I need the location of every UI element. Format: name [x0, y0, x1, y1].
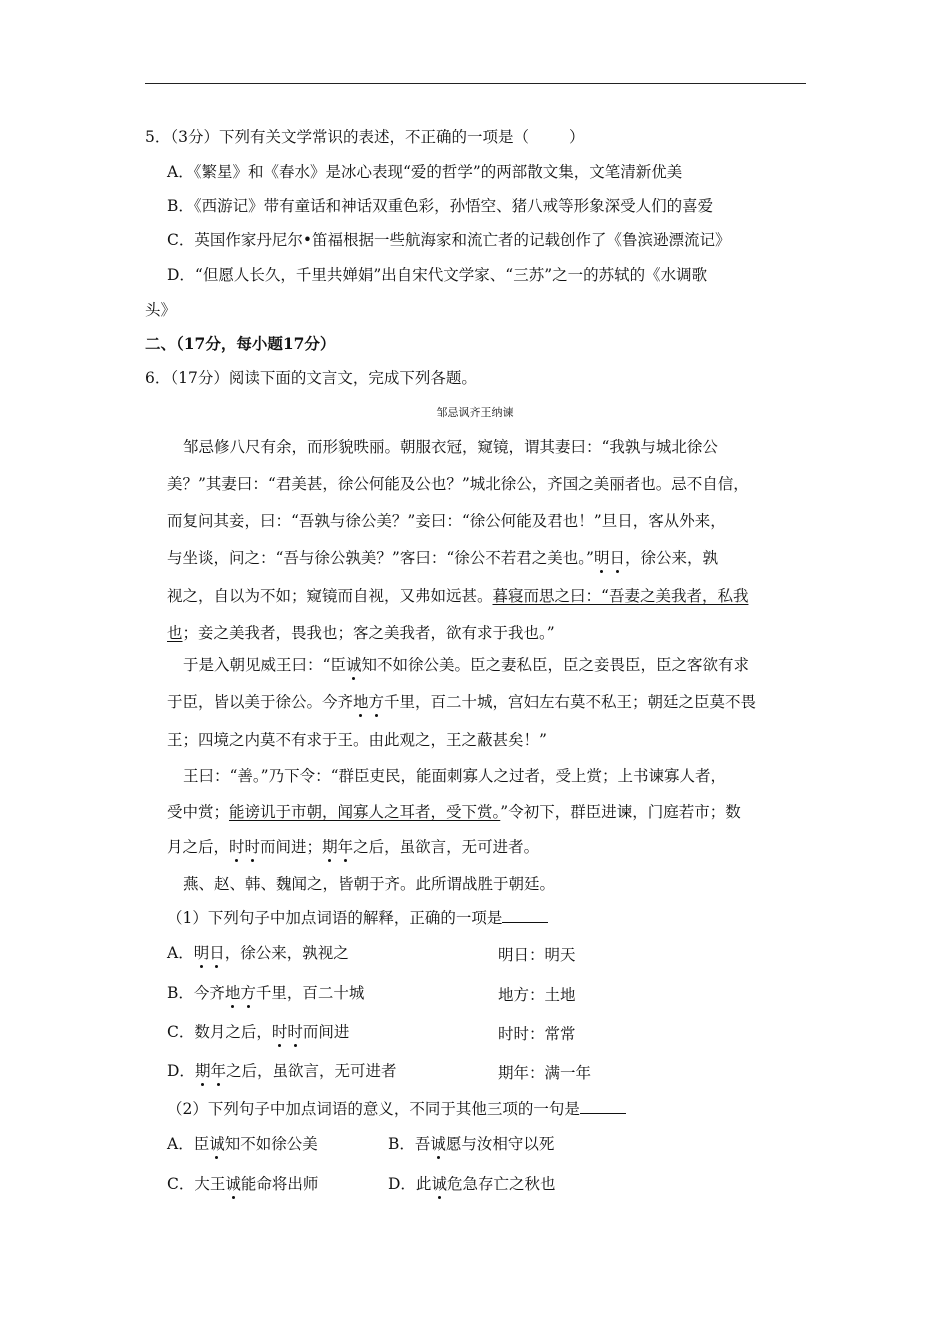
- passage-line: 与坐谈，问之：“吾与徐公孰美？”客曰：“徐公不若君之美也。”明日，徐公来，孰: [167, 549, 718, 567]
- dotted-char: 诚: [431, 1175, 447, 1193]
- sub1-stem: （1）下列句子中加点词语的解释，正确的一项是: [167, 907, 548, 929]
- underlined-sentence: 能谤讥于市朝，闻寡人之耳者，受下赏。: [229, 803, 501, 821]
- sub1-option-d: D．期年之后，虽欲言，无可进者: [167, 1062, 397, 1080]
- dotted-char: 诚: [209, 1135, 225, 1153]
- sub1-option-b: B．今齐地方千里，百二十城: [167, 984, 365, 1002]
- underlined-sentence: 暮寝而思之曰：“吾妻之美我者，私我: [492, 587, 749, 605]
- dotted-char: 时: [244, 838, 261, 856]
- dotted-char: 地: [224, 984, 241, 1002]
- passage-line: 于是入朝见威王曰：“臣诚知不如徐公美。臣之妻私臣，臣之妾畏臣，臣之客欲有求: [183, 656, 749, 674]
- dotted-char: 明: [193, 944, 210, 962]
- answer-blank[interactable]: [580, 1099, 626, 1114]
- dotted-char: 诚: [345, 656, 362, 674]
- q5-stem: 5．（3分）下列有关文学常识的表述，不正确的一项是（ ）: [145, 128, 585, 146]
- sub1-gloss-b: 地方：土地: [498, 986, 576, 1004]
- sub1-gloss-c: 时时：常常: [498, 1025, 576, 1043]
- q5-option-c: C．英国作家丹尼尔•笛福根据一些航海家和流亡者的记载创作了《鲁滨逊漂流记》: [167, 231, 731, 249]
- dotted-char: 时: [271, 1023, 288, 1041]
- q5-option-a: A．《繁星》和《春水》是冰心表现“爱的哲学”的两部散文集，文笔清新优美: [167, 163, 683, 181]
- passage-line: 王曰：“善。”乃下令：“群臣吏民，能面刺寡人之过者，受上赏；上书谏寡人者，: [183, 767, 727, 785]
- dotted-char: 期: [194, 1062, 211, 1080]
- section-heading: 二、（17分，每小题17分）: [145, 334, 336, 353]
- sub2-option-c: C．大王诚能命将出师: [167, 1175, 319, 1193]
- dotted-char: 方: [240, 984, 256, 1002]
- passage-line: 美？”其妻曰：“君美甚，徐公何能及公也？”城北徐公，齐国之美丽者也。忌不自信，: [167, 475, 749, 493]
- header-rule: [145, 83, 806, 84]
- passage-title: 邹忌讽齐王纳谏: [436, 406, 514, 419]
- passage-line: 也；妾之美我者，畏我也；客之美我者，欲有求于我也。”: [167, 624, 555, 642]
- passage-line: 而复问其妾，曰：“吾孰与徐公美？”妾曰：“徐公何能及君也！”旦日，客从外来，: [167, 512, 726, 530]
- dotted-char: 诚: [225, 1175, 241, 1193]
- sub1-gloss-d: 期年：满一年: [498, 1064, 592, 1082]
- dotted-char: 年: [210, 1062, 226, 1080]
- sub2-option-d: D．此诚危急存亡之秋也: [388, 1175, 556, 1193]
- dotted-char: 地: [353, 693, 369, 711]
- passage-line: 于臣，皆以美于徐公。今齐地方千里，百二十城，宫妇左右莫不私王；朝廷之臣莫不畏: [167, 693, 757, 711]
- q5-option-d: D．“但愿人长久，千里共婵娟”出自宋代文学家、“三苏”之一的苏轼的《水调歌: [167, 266, 708, 284]
- sub2-option-b: B．吾诚愿与汝相守以死: [388, 1135, 555, 1153]
- sub1-option-a: A．明日，徐公来，孰视之: [167, 944, 349, 962]
- q5-option-d-cont: 头》: [145, 301, 177, 319]
- q5-option-b: B．《西游记》带有童话和神话双重色彩，孙悟空、猪八戒等形象深受人们的喜爱: [167, 197, 714, 215]
- passage-line: 受中赏；能谤讥于市朝，闻寡人之耳者，受下赏。”令初下，群臣进谏，门庭若市；数: [167, 803, 741, 821]
- sub1-gloss-a: 明日：明天: [498, 946, 576, 964]
- dotted-char: 时: [229, 838, 245, 856]
- answer-blank[interactable]: [502, 908, 548, 923]
- dotted-char: 诚: [430, 1135, 446, 1153]
- passage-line: 月之后，时时而间进；期年之后，虽欲言，无可进者。: [167, 838, 540, 856]
- passage-line: 视之，自以为不如；窥镜而自视，又弗如远甚。暮寝而思之曰：“吾妻之美我者，私我: [167, 587, 749, 605]
- passage-line: 王；四境之内莫不有求于王。由此观之，王之蔽甚矣！”: [167, 731, 547, 749]
- sub1-option-c: C．数月之后，时时而间进: [167, 1023, 350, 1041]
- passage-line: 邹忌修八尺有余，而形貌昳丽。朝服衣冠，窥镜，谓其妻曰：“我孰与城北徐公: [183, 438, 718, 456]
- passage-line: 燕、赵、韩、魏闻之，皆朝于齐。此所谓战胜于朝廷。: [183, 875, 556, 893]
- underlined-sentence: 也: [167, 624, 183, 642]
- dotted-char: 日: [609, 549, 625, 567]
- dotted-char: 日: [209, 944, 225, 962]
- dotted-char: 明: [593, 549, 610, 567]
- dotted-char: 年: [337, 838, 354, 856]
- dotted-char: 时: [287, 1023, 303, 1041]
- q6-stem: 6．（17分）阅读下面的文言文，完成下列各题。: [145, 369, 477, 387]
- sub2-option-a: A．臣诚知不如徐公美: [167, 1135, 318, 1153]
- sub2-stem: （2）下列句子中加点词语的意义，不同于其他三项的一句是: [167, 1098, 626, 1120]
- dotted-char: 方: [368, 693, 385, 711]
- dotted-char: 期: [322, 838, 338, 856]
